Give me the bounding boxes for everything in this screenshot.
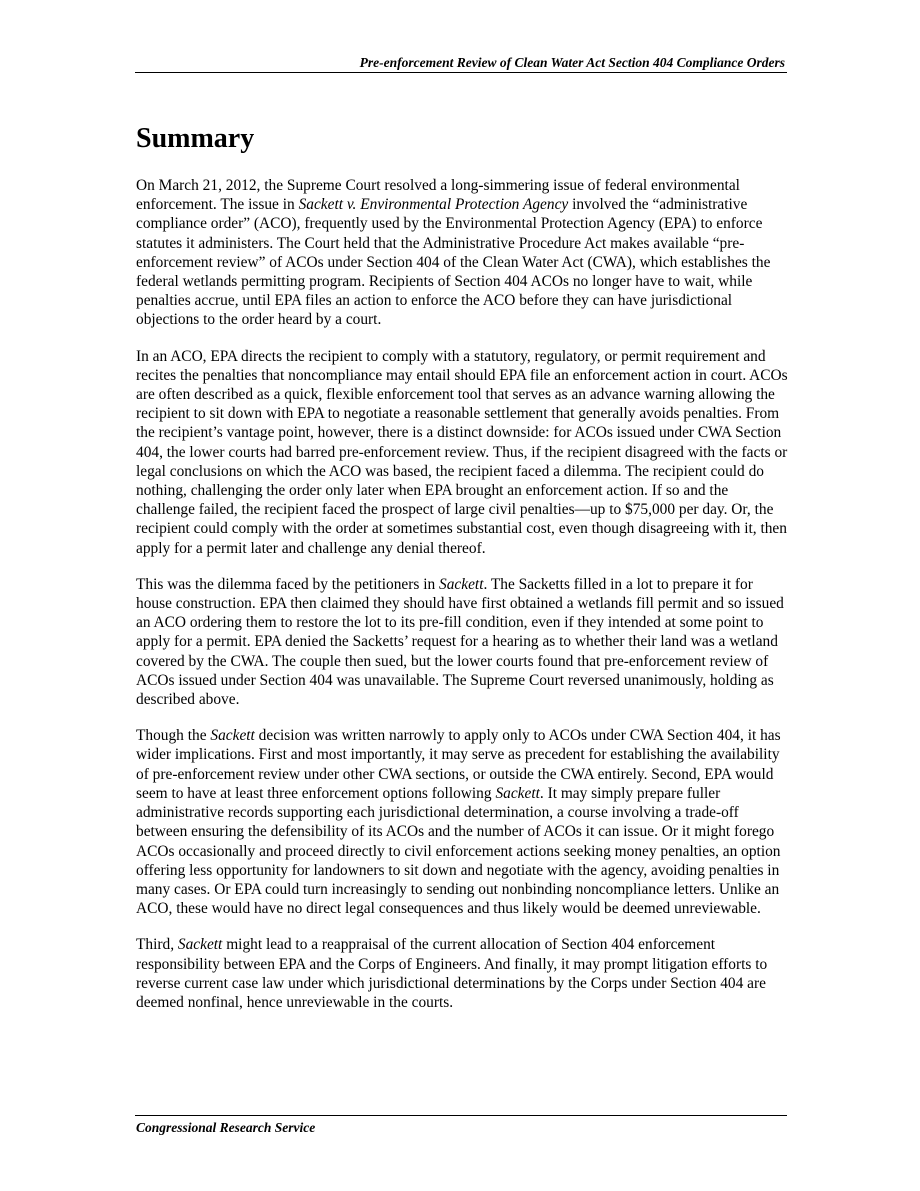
paragraph-5 — [136, 935, 788, 1012]
paragraph-4 — [136, 726, 788, 918]
running-header: Pre-enforcement Review of Clean Water Act Section 404 Compliance Orders — [359, 55, 785, 70]
paragraph-1 — [136, 176, 788, 330]
text-run: Third — [136, 936, 171, 954]
text-run: might lead to a reappraisal of the current allocation of Section 404 enforcement responsibility between EPA and the Corps of Engineers. And finally, it may prompt litigation efforts to reverse current case law under which jurisdictional determinations by the Corps under Section 404 are deemed nonfinal, hence unreviewable in the courts. — [136, 936, 768, 1011]
italic-text-run: Sackett — [210, 727, 255, 745]
paragraph-2 — [136, 347, 788, 558]
text-run: This was the dilemma faced by the petitioners in — [136, 575, 440, 593]
text-run: decision was written narrowly to apply only to ACOs under CWA Section 404, it has wider implications. First and most importantly, it may serve as precedent for establishing the availability of pre-enforcement review under other CWA sections, or outside the CWA entirely. Second, EPA would seem to have at least three enforcement options following — [136, 727, 781, 802]
paragraph-3 — [136, 575, 788, 709]
footer-label: Congressional Research Service — [136, 1120, 316, 1135]
text-run: Though the — [136, 727, 211, 745]
italic-text-run: Sackett v. Environmental Protection Agency — [298, 196, 569, 214]
italic-text-run: Sackett — [495, 784, 540, 802]
header-divider — [135, 72, 787, 73]
summary-body — [136, 176, 788, 1029]
italic-text-run: Sackett — [439, 575, 484, 593]
text-run: involved the “administrative compliance order” (ACO), frequently used by the Environmental Protection Agency (EPA) to enforce statutes it administers. The Court held that the Administrative Procedure Act makes available “pre-enforcement review” of ACOs under Section 404 of the Clean Water Act (CWA), which establishes the federal wetlands permitting program. Recipients of Section 404 ACOs no longer have to wait, while penalties accrue, until EPA files an action to enforce the ACO before they can have jurisdictional objections to the order heard by a court. — [136, 196, 771, 329]
footer-divider — [135, 1115, 787, 1116]
page-title: Summary — [136, 123, 255, 154]
text-run: In an ACO, EPA directs the recipient to comply with a statutory, regulatory, or permit requirement and recites the penalties that noncompliance may entail should EPA file an enforcement action in court. ACOs are often described as a quick, flexible enforcement tool that serves as an advance warning allowing the recipient to sit down with EPA to negotiate a reasonable settlement that generally avoids penalties. From the recipient’s vantage point, however, there is a distinct downside: for ACOs issued under CWA Section 404, the lower courts had barred pre-enforcement review. Thus, if the recipient disagreed with the facts or legal conclusions on which the ACO was based, the recipient faced a dilemma. The recipient could do nothing, challenging the order only later when EPA brought an enforcement action. If so and the challenge failed, the recipient faced the prospect of large civil penalties—up to $75,000 per day. Or, the recipient could comply with the order at sometimes substantial cost, even though disagreeing with it, then apply for a permit later and challenge any denial thereof. — [136, 347, 788, 557]
text-run: . The Sacketts filled in a lot to prepare it for house construction. EPA then claimed they should have first obtained a wetlands fill permit and so issued an ACO ordering them to restore the lot to its pre-fill condition, even if they intended at some point to apply for a permit. EPA denied the Sacketts’ request for a hearing as to whether their land was a wetland covered by the CWA. The couple then sued, but the lower courts found that pre-enforcement review of ACOs issued under Section 404 was unavailable. The Supreme Court reversed unanimously, holding as described above. — [136, 575, 784, 709]
text-run: . It may simply prepare fuller administrative records supporting each jurisdictional determination, a course involving a trade-off between ensuring the defensibility of its ACOs and the number of ACOs it can issue. Or it might forego ACOs occasionally and proceed directly to civil enforcement actions seeking money penalties, an option offering less opportunity for landowners to sit down and negotiate with the agency, avoiding penalties in many cases. Or EPA could turn increasingly to sending out nonbinding noncompliance letters. Unlike an ACO, these would have no direct legal consequences and thus likely would be deemed unreviewable. — [136, 784, 781, 918]
italic-text-run: , Sackett — [170, 936, 223, 954]
text-run: On March 21, 2012, the Supreme Court resolved a long-simmering issue of federal environmental enforcement. The issue in — [136, 177, 740, 214]
